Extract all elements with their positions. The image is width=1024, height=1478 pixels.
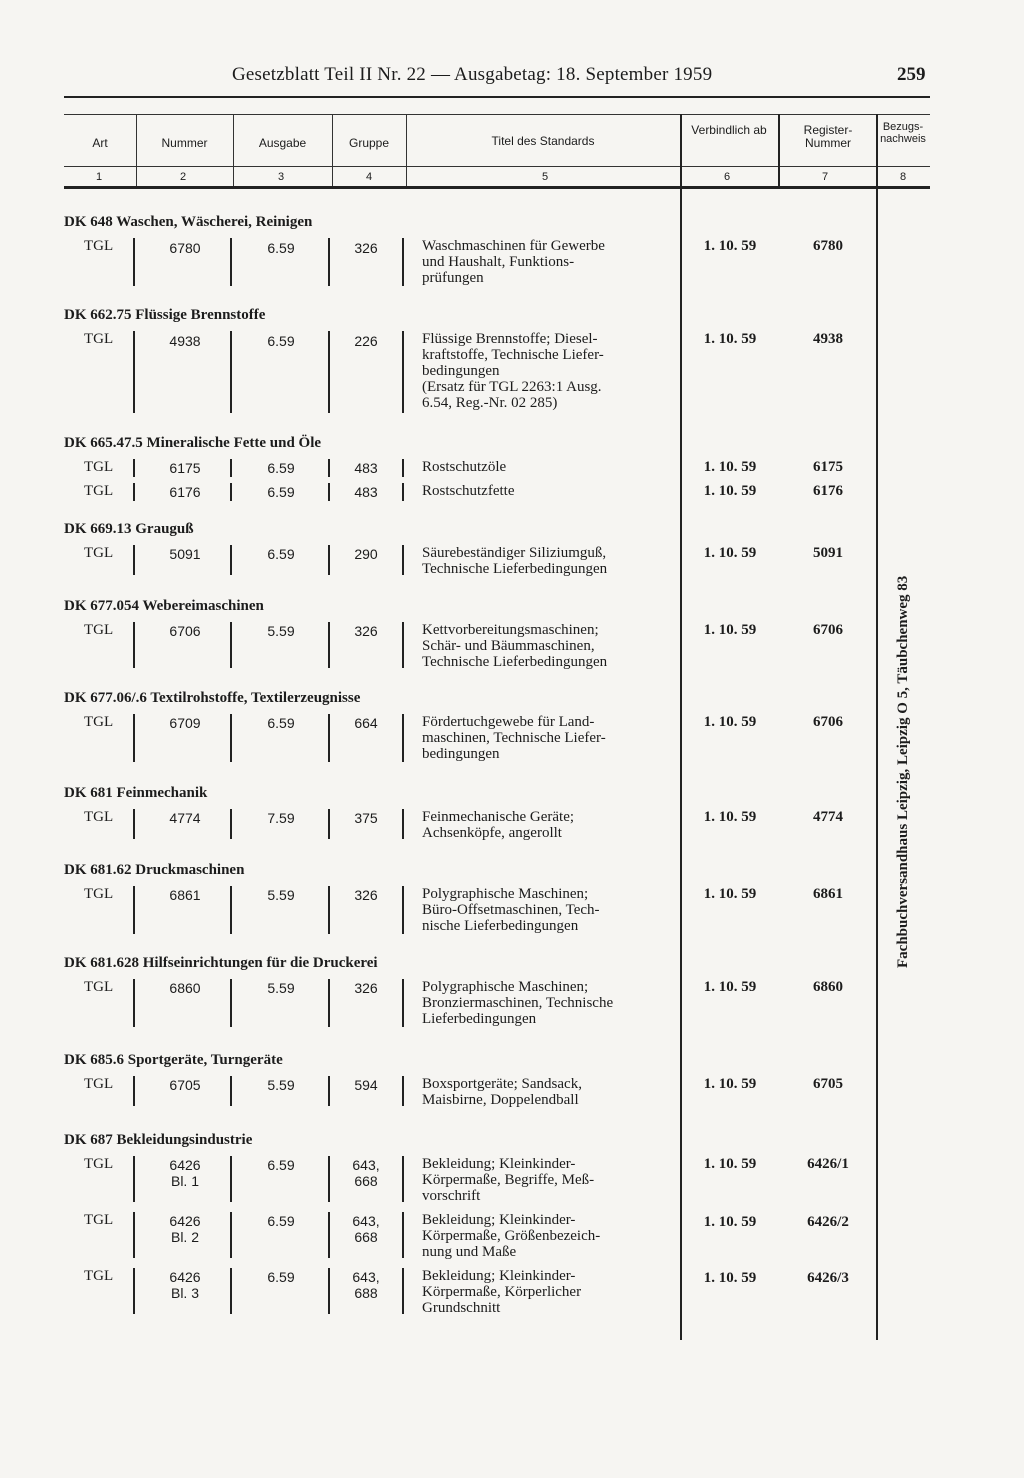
row-separator	[133, 1268, 135, 1314]
cell-nummer: 6705	[169, 1077, 201, 1093]
row-separator	[133, 1076, 135, 1106]
cell-verbindlich: 1. 10. 59	[703, 1270, 757, 1286]
cell-nummer: 4774	[169, 810, 201, 826]
cell-ausgabe: 7.59	[267, 810, 295, 826]
header-col-divider	[332, 114, 333, 186]
row-separator	[230, 622, 232, 668]
cell-ausgabe: 6.59	[267, 715, 295, 731]
cell-register: 6426/1	[807, 1156, 849, 1172]
cell-register: 6861	[813, 886, 843, 902]
row-separator	[230, 979, 232, 1027]
col-header-bezug: Bezugs-nachweis	[880, 121, 926, 145]
cell-art: TGL	[84, 459, 114, 475]
row-separator	[328, 979, 330, 1027]
cell-titel: Polygraphische Maschinen; Bronziermaschinen, Technische Lieferbedingungen	[422, 979, 614, 1027]
cell-gruppe: 326	[354, 623, 378, 639]
row-separator	[402, 979, 404, 1027]
cell-register: 6706	[813, 714, 843, 730]
section-title: DK 687 Bekleidungsindustrie	[64, 1132, 253, 1148]
cell-verbindlich: 1. 10. 59	[703, 1156, 757, 1172]
cell-verbindlich: 1. 10. 59	[703, 545, 757, 561]
row-separator	[328, 622, 330, 668]
section-title: DK 662.75 Flüssige Brennstoffe	[64, 307, 266, 323]
table-header-bottom-rule	[64, 186, 930, 189]
row-separator	[328, 714, 330, 762]
cell-gruppe: 290	[354, 546, 378, 562]
row-separator	[402, 1156, 404, 1202]
cell-register: 6176	[813, 483, 843, 499]
cell-nummer: 6780	[169, 240, 201, 256]
cell-art: TGL	[84, 331, 114, 347]
col-header-gruppe: Gruppe	[348, 136, 390, 150]
row-separator	[230, 1268, 232, 1314]
cell-register: 5091	[813, 545, 843, 561]
row-separator	[328, 1156, 330, 1202]
cell-gruppe: 375	[354, 810, 378, 826]
cell-art: TGL	[84, 1076, 114, 1092]
cell-ausgabe: 5.59	[267, 887, 295, 903]
page-header-title: Gesetzblatt Teil II Nr. 22 — Ausgabetag: 18. September 1959	[232, 64, 713, 85]
row-separator	[402, 1076, 404, 1106]
row-separator	[402, 809, 404, 839]
section-title: DK 685.6 Sportgeräte, Turngeräte	[64, 1052, 283, 1068]
cell-nummer: 6426 Bl. 2	[169, 1213, 201, 1245]
cell-titel: Boxsportgeräte; Sandsack, Maisbirne, Doppelendball	[422, 1076, 582, 1108]
table-header-mid-rule	[64, 166, 930, 167]
row-separator	[133, 622, 135, 668]
cell-verbindlich: 1. 10. 59	[703, 238, 757, 254]
header-col-divider	[406, 114, 407, 186]
row-separator	[328, 331, 330, 413]
cell-gruppe: 483	[354, 460, 378, 476]
row-separator	[402, 459, 404, 477]
row-separator	[328, 483, 330, 501]
row-separator	[230, 459, 232, 477]
cell-titel: Flüssige Brennstoffe; Diesel- kraftstoffe, Technische Liefer- bedingungen (Ersatz für TGL 2263:1 Ausg. 6.54, Reg.-Nr. 02 285)	[422, 331, 604, 411]
row-separator	[402, 331, 404, 413]
row-separator	[402, 238, 404, 286]
cell-verbindlich: 1. 10. 59	[703, 331, 757, 347]
row-separator	[133, 1156, 135, 1202]
cell-gruppe: 326	[354, 980, 378, 996]
cell-gruppe: 664	[354, 715, 378, 731]
row-separator	[133, 979, 135, 1027]
row-separator	[230, 886, 232, 934]
cell-register: 6426/3	[807, 1270, 849, 1286]
section-title: DK 677.06/.6 Textilrohstoffe, Textilerzeugnisse	[64, 690, 361, 706]
cell-nummer: 4938	[169, 333, 201, 349]
row-separator	[230, 1156, 232, 1202]
row-separator	[230, 238, 232, 286]
cell-ausgabe: 5.59	[267, 1077, 295, 1093]
cell-verbindlich: 1. 10. 59	[703, 714, 757, 730]
cell-nummer: 6176	[169, 484, 201, 500]
cell-art: TGL	[84, 1268, 114, 1284]
col-number: 4	[366, 171, 373, 183]
cell-nummer: 6709	[169, 715, 201, 731]
cell-titel: Waschmaschinen für Gewerbe und Haushalt, Funktions- prüfungen	[422, 238, 605, 286]
cell-titel: Säurebeständiger Siliziumguß, Technische Lieferbedingungen	[422, 545, 608, 577]
row-separator	[133, 331, 135, 413]
cell-gruppe: 226	[354, 333, 378, 349]
cell-nummer: 6706	[169, 623, 201, 639]
col-number: 2	[180, 171, 187, 183]
row-separator	[133, 886, 135, 934]
col-header-art: Art	[92, 136, 108, 150]
row-separator	[133, 714, 135, 762]
cell-gruppe: 594	[354, 1077, 378, 1093]
cell-ausgabe: 6.59	[267, 240, 295, 256]
cell-titel: Feinmechanische Geräte; Achsenköpfe, angerollt	[422, 809, 575, 841]
row-separator	[328, 809, 330, 839]
cell-titel: Bekleidung; Kleinkinder- Körpermaße, Körperlicher Grundschnitt	[422, 1268, 582, 1316]
cell-titel: Rostschutzfette	[422, 483, 515, 499]
cell-verbindlich: 1. 10. 59	[703, 809, 757, 825]
col-number: 1	[96, 171, 103, 183]
row-separator	[328, 1268, 330, 1314]
cell-titel: Bekleidung; Kleinkinder- Körpermaße, Größenbezeich- nung und Maße	[422, 1212, 601, 1260]
row-separator	[328, 1212, 330, 1258]
cell-verbindlich: 1. 10. 59	[703, 1076, 757, 1092]
row-separator	[328, 238, 330, 286]
cell-art: TGL	[84, 1212, 114, 1228]
col-number: 7	[822, 171, 829, 183]
page-number: 259	[897, 64, 926, 85]
cell-verbindlich: 1. 10. 59	[703, 979, 757, 995]
cell-ausgabe: 6.59	[267, 484, 295, 500]
row-separator	[133, 1212, 135, 1258]
cell-art: TGL	[84, 979, 114, 995]
section-title: DK 665.47.5 Mineralische Fette und Öle	[64, 435, 322, 451]
cell-gruppe: 326	[354, 887, 378, 903]
column-rule-6	[680, 114, 682, 1340]
col-number: 5	[542, 171, 549, 183]
row-separator	[230, 545, 232, 575]
cell-nummer: 5091	[169, 546, 201, 562]
col-header-register: Register-Nummer	[803, 123, 853, 150]
row-separator	[230, 1076, 232, 1106]
cell-art: TGL	[84, 238, 114, 254]
row-separator	[402, 1268, 404, 1314]
cell-art: TGL	[84, 886, 114, 902]
cell-ausgabe: 6.59	[267, 333, 295, 349]
cell-nummer: 6861	[169, 887, 201, 903]
table-header-top-rule	[64, 114, 930, 115]
row-separator	[133, 483, 135, 501]
row-separator	[402, 545, 404, 575]
row-separator	[133, 238, 135, 286]
col-number: 3	[278, 171, 285, 183]
row-separator	[133, 459, 135, 477]
section-title: DK 681.62 Druckmaschinen	[64, 862, 245, 878]
cell-art: TGL	[84, 714, 114, 730]
section-title: DK 681.628 Hilfseinrichtungen für die Druckerei	[64, 955, 378, 971]
cell-verbindlich: 1. 10. 59	[703, 886, 757, 902]
row-separator	[133, 545, 135, 575]
cell-art: TGL	[84, 809, 114, 825]
cell-verbindlich: 1. 10. 59	[703, 622, 757, 638]
cell-gruppe: 643, 668	[352, 1213, 380, 1245]
row-separator	[328, 1076, 330, 1106]
cell-ausgabe: 5.59	[267, 623, 295, 639]
cell-gruppe: 643, 688	[352, 1269, 380, 1301]
cell-register: 6706	[813, 622, 843, 638]
section-title: DK 669.13 Grauguß	[64, 521, 194, 537]
cell-ausgabe: 5.59	[267, 980, 295, 996]
cell-titel: Polygraphische Maschinen; Büro-Offsetmaschinen, Tech- nische Lieferbedingungen	[422, 886, 600, 934]
cell-art: TGL	[84, 1156, 114, 1172]
column-rule-8	[876, 114, 878, 1340]
col-header-titel: Titel des Standards	[491, 134, 595, 148]
row-separator	[230, 483, 232, 501]
cell-art: TGL	[84, 545, 114, 561]
col-header-verbindlich: Verbindlich ab	[691, 123, 767, 137]
cell-register: 6426/2	[807, 1214, 849, 1230]
cell-ausgabe: 6.59	[267, 1157, 295, 1173]
publisher-side-note: Fachbuchversandhaus Leipzig, Leipzig O 5, Täubchenweg 83	[895, 575, 911, 968]
header-col-divider	[778, 114, 780, 186]
cell-titel: Fördertuchgewebe für Land- maschinen, Technische Liefer- bedingungen	[422, 714, 606, 762]
header-col-divider	[233, 114, 234, 186]
cell-register: 6705	[813, 1076, 843, 1092]
cell-ausgabe: 6.59	[267, 1269, 295, 1285]
cell-register: 6175	[813, 459, 843, 475]
cell-ausgabe: 6.59	[267, 546, 295, 562]
col-header-ausgabe: Ausgabe	[258, 136, 307, 150]
row-separator	[402, 622, 404, 668]
cell-register: 4774	[813, 809, 843, 825]
cell-gruppe: 326	[354, 240, 378, 256]
col-header-nummer: Nummer	[161, 136, 208, 150]
cell-ausgabe: 6.59	[267, 460, 295, 476]
cell-titel: Bekleidung; Kleinkinder- Körpermaße, Begriffe, Meß- vorschrift	[422, 1156, 595, 1204]
cell-register: 6860	[813, 979, 843, 995]
cell-titel: Kettvorbereitungsmaschinen; Schär- und Bäummaschinen, Technische Lieferbedingungen	[422, 622, 608, 670]
cell-nummer: 6175	[169, 460, 201, 476]
cell-gruppe: 643, 668	[352, 1157, 380, 1189]
row-separator	[402, 886, 404, 934]
cell-verbindlich: 1. 10. 59	[703, 483, 757, 499]
row-separator	[230, 809, 232, 839]
row-separator	[328, 886, 330, 934]
cell-nummer: 6426 Bl. 3	[169, 1269, 201, 1301]
row-separator	[230, 714, 232, 762]
cell-art: TGL	[84, 483, 114, 499]
row-separator	[230, 1212, 232, 1258]
cell-nummer: 6860	[169, 980, 201, 996]
col-number: 8	[900, 171, 907, 183]
row-separator	[328, 459, 330, 477]
header-col-divider	[136, 114, 137, 186]
section-title: DK 677.054 Webereimaschinen	[64, 598, 264, 614]
cell-register: 4938	[813, 331, 843, 347]
section-title: DK 681 Feinmechanik	[64, 785, 208, 801]
cell-verbindlich: 1. 10. 59	[703, 1214, 757, 1230]
row-separator	[402, 1212, 404, 1258]
row-separator	[402, 483, 404, 501]
cell-ausgabe: 6.59	[267, 1213, 295, 1229]
row-separator	[230, 331, 232, 413]
cell-verbindlich: 1. 10. 59	[703, 459, 757, 475]
cell-gruppe: 483	[354, 484, 378, 500]
row-separator	[402, 714, 404, 762]
row-separator	[133, 809, 135, 839]
cell-art: TGL	[84, 622, 114, 638]
col-number: 6	[724, 171, 731, 183]
cell-nummer: 6426 Bl. 1	[169, 1157, 201, 1189]
section-title: DK 648 Waschen, Wäscherei, Reinigen	[64, 214, 313, 230]
cell-titel: Rostschutzöle	[422, 459, 507, 475]
cell-register: 6780	[813, 238, 843, 254]
row-separator	[328, 545, 330, 575]
header-rule	[64, 96, 930, 98]
